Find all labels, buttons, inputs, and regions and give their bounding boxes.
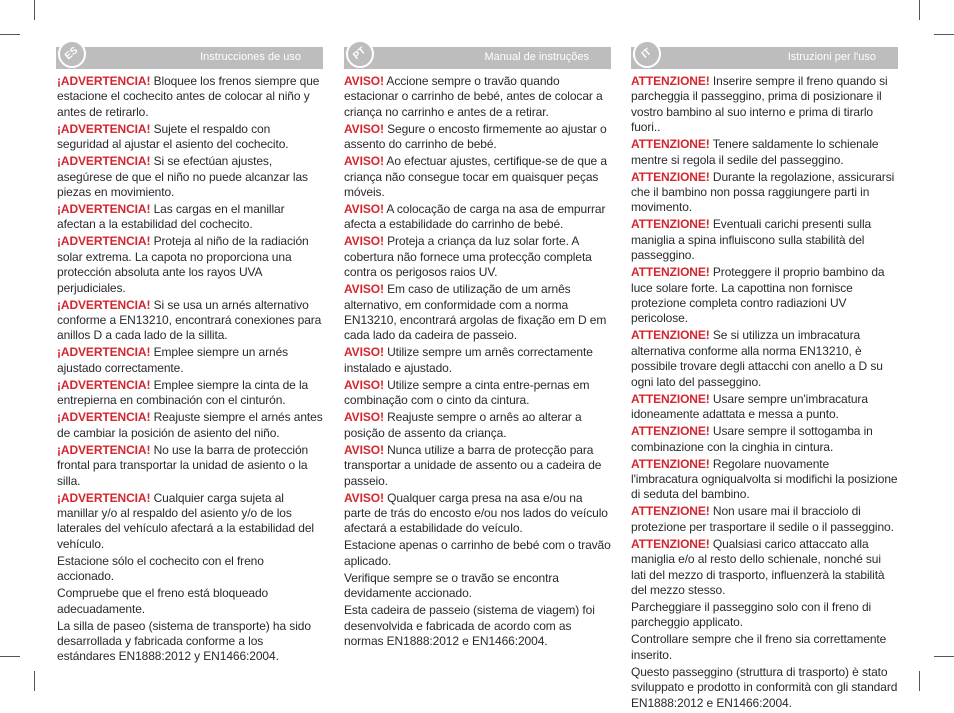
- instruction-text: Eventuali carichi presenti sulla maniglia a spina influiscono sulla stabilità del passeggino.: [631, 217, 872, 263]
- instruction-text: Proteja a criança da luz solar forte. A cobertura não fornece uma protecção completa contra os perigosos raios UV.: [344, 234, 592, 280]
- warning-label: ATTENZIONE!: [631, 391, 710, 406]
- instruction-text: Emplee siempre un arnés ajustado correctamente.: [57, 345, 289, 375]
- instruction-paragraph: [57, 154, 323, 200]
- column-header-es: [56, 47, 323, 69]
- instruction-paragraph: [57, 345, 323, 376]
- column-body-pt: [344, 74, 612, 651]
- instruction-paragraph: [57, 74, 323, 120]
- warning-label: ATTENZIONE!: [631, 217, 710, 232]
- instruction-paragraph: [344, 410, 612, 441]
- instruction-text: Regolare nuovamente l'imbracatura ogniqualvolta si modifichi la posizione di seduta del bambino.: [631, 456, 898, 502]
- instruction-text: Utilize sempre a cinta entre-pernas em combinação com o cinto da cintura.: [344, 377, 590, 408]
- instruction-text: Em caso de utilização de um arnês alternativo, em conformidade com a norma EN13210, encontrará argolas de fixação em D em cada lado da cadeira de passeio.: [344, 282, 607, 343]
- crop-mark: [934, 34, 954, 35]
- crop-mark: [934, 656, 954, 657]
- warning-label: AVISO!: [344, 410, 384, 425]
- warning-label: AVISO!: [344, 345, 384, 360]
- instruction-text: No use la barra de protección frontal para transportar la unidad de asiento o la silla.: [57, 442, 309, 488]
- column-body-es: [57, 74, 323, 666]
- instruction-paragraph: [57, 443, 323, 489]
- warning-label: AVISO!: [344, 282, 384, 297]
- instruction-text: Questo passeggino (struttura di trasporto) è stato sviluppato e prodotto in conformità con gli standard EN1888:2012 e EN1466:2004.: [631, 664, 898, 710]
- warning-label: ¡ADVERTENCIA!: [57, 410, 151, 425]
- column-header-it: [631, 47, 898, 69]
- warning-label: AVISO!: [344, 234, 384, 249]
- warning-label: ATTENZIONE!: [631, 74, 710, 88]
- warning-label: AVISO!: [344, 202, 384, 217]
- instruction-text: Usare sempre il sottogamba in combinazione con la cinghia in cintura.: [631, 424, 873, 454]
- instruction-paragraph: [57, 586, 323, 617]
- column-title-es: Instrucciones de uso: [200, 51, 301, 63]
- crop-mark: [919, 671, 920, 691]
- instruction-paragraph: [57, 202, 323, 233]
- instruction-text: Reajuste siempre el arnés antes de cambiar la posición de asiento del niño.: [57, 410, 323, 440]
- instruction-text: Sujete el respaldo con seguridad al ajustar el asiento del cochecito.: [57, 121, 289, 152]
- instruction-text: A colocação de carga na asa de empurrar afecta a estabilidade do carrinho de bebé.: [344, 202, 606, 232]
- instruction-paragraph: [631, 600, 899, 631]
- instruction-paragraph: [57, 234, 323, 296]
- warning-label: AVISO!: [344, 74, 384, 88]
- instruction-paragraph: [631, 217, 899, 263]
- instruction-text: Controllare sempre che il freno sia correttamente inserito.: [631, 632, 887, 662]
- warning-label: ATTENZIONE!: [631, 536, 710, 551]
- warning-label: ¡ADVERTENCIA!: [57, 202, 151, 217]
- instruction-paragraph: [344, 378, 612, 409]
- warning-label: AVISO!: [344, 490, 384, 505]
- instruction-paragraph: [344, 282, 612, 344]
- crop-mark: [0, 656, 20, 657]
- instruction-paragraph: [344, 345, 612, 376]
- warning-label: ¡ADVERTENCIA!: [57, 234, 151, 249]
- instruction-paragraph: [631, 137, 899, 168]
- instruction-text: Esta cadeira de passeio (sistema de viagem) foi desenvolvida e fabricada de acordo com as normas EN1888:2012 e EN1466:2004.: [344, 603, 595, 648]
- instruction-paragraph: [344, 122, 612, 153]
- warning-label: ¡ADVERTENCIA!: [57, 297, 151, 312]
- instruction-text: Usare sempre un'imbracatura idoneamente adattata e messa a punto.: [631, 391, 868, 422]
- instruction-text: Tenere saldamente lo schienale mentre si regola il sedile del passeggino.: [631, 137, 879, 167]
- instruction-paragraph: [344, 202, 612, 233]
- warning-label: ¡ADVERTENCIA!: [57, 74, 151, 88]
- instruction-text: Nunca utilize a barra de protecção para transportar a unidade de assento ou a cadeira de passeio.: [344, 442, 602, 488]
- instruction-text: Emplee siempre la cinta de la entrepierna en combinación con el cinturón.: [57, 377, 309, 408]
- warning-label: AVISO!: [344, 121, 384, 136]
- warning-label: ATTENZIONE!: [631, 265, 710, 280]
- instruction-paragraph: [631, 632, 899, 663]
- instruction-text: Bloquee los frenos siempre que estacione el cochecito antes de colocar al niño y antes de retirarlo.: [57, 74, 320, 119]
- language-tag-pt: PT: [340, 34, 379, 73]
- instruction-text: Estacione apenas o carrinho de bebé com o travão aplicado.: [344, 538, 611, 568]
- instruction-paragraph: [344, 571, 612, 602]
- instruction-text: Las cargas en el manillar afectan a la estabilidad del cochecito.: [57, 202, 285, 232]
- instruction-paragraph: [344, 603, 612, 649]
- instruction-paragraph: [631, 170, 899, 216]
- instruction-paragraph: [57, 491, 323, 553]
- warning-label: AVISO!: [344, 154, 384, 169]
- instruction-text: Accione sempre o travão quando estacionar o carrinho de bebé, antes de colocar a criança no carrinho e antes de a retirar.: [344, 74, 603, 119]
- instruction-text: Estacione sólo el cochecito con el freno accionado.: [57, 553, 264, 584]
- instruction-text: Verifique sempre se o travão se encontra devidamente accionado.: [344, 570, 559, 601]
- instruction-paragraph: [631, 665, 899, 711]
- instruction-paragraph: [57, 554, 323, 585]
- instruction-paragraph: [344, 538, 612, 569]
- instruction-text: Utilize sempre um arnês correctamente instalado e ajustado.: [344, 345, 593, 375]
- instruction-text: Parcheggiare il passeggino solo con il freno di parcheggio applicato.: [631, 599, 872, 630]
- warning-label: ¡ADVERTENCIA!: [57, 345, 151, 360]
- instruction-text: Cualquier carga sujeta al manillar y/o al respaldo del asiento y/o de los laterales del vehículo afectará a la estabilidad del vehículo.: [57, 490, 314, 551]
- instruction-text: Non usare mai il bracciolo di protezione per trasportare il sedile o il passeggino.: [631, 504, 894, 534]
- instruction-text: La silla de paseo (sistema de transporte) ha sido desarrollada y fabricada conforme a los estándares EN1888:2012 y EN1466:2004.: [57, 618, 311, 664]
- instruction-paragraph: [631, 537, 899, 599]
- instruction-paragraph: [631, 74, 899, 136]
- instruction-paragraph: [57, 122, 323, 153]
- warning-label: ATTENZIONE!: [631, 137, 710, 152]
- instruction-text: Ao efectuar ajustes, certifique-se de que a criança não consegue tocar em quaisquer peças móveis.: [344, 154, 607, 200]
- instruction-text: Segure o encosto firmemente ao ajustar o assento do carrinho de bebé.: [344, 121, 607, 152]
- instruction-text: Reajuste sempre o arnês ao alterar a posição de assento da criança.: [344, 410, 582, 440]
- warning-label: ATTENZIONE!: [631, 504, 710, 519]
- instruction-text: Qualsiasi carico attaccato alla maniglia e/o al resto dello schienale, nonché sui lati del mezzo di trasporto, influenzerà la stabilità del mezzo stesso.: [631, 536, 885, 597]
- instruction-paragraph: [57, 298, 323, 344]
- warning-label: ¡ADVERTENCIA!: [57, 490, 151, 505]
- instruction-text: Si se usa un arnés alternativo conforme a EN13210, encontrará conexiones para anillos D a cada lado de la sillita.: [57, 297, 322, 343]
- instruction-paragraph: [344, 443, 612, 489]
- crop-mark: [0, 34, 20, 35]
- instruction-paragraph: [631, 504, 899, 535]
- column-body-it: [631, 74, 899, 713]
- instruction-text: Inserire sempre il freno quando si parcheggia il passeggino, prima di posizionare il vostro bambino al suo interno e prima di tirarlo fuori..: [631, 74, 888, 135]
- warning-label: AVISO!: [344, 377, 384, 392]
- warning-label: ATTENZIONE!: [631, 424, 710, 439]
- column-title-it: Istruzioni per l'uso: [787, 51, 876, 63]
- warning-label: ¡ADVERTENCIA!: [57, 154, 151, 169]
- warning-label: ATTENZIONE!: [631, 456, 710, 471]
- instruction-paragraph: [344, 234, 612, 280]
- instruction-paragraph: [57, 619, 323, 665]
- instruction-paragraph: [631, 328, 899, 390]
- warning-label: ATTENZIONE!: [631, 328, 710, 343]
- crop-mark: [919, 0, 920, 20]
- instruction-paragraph: [631, 392, 899, 423]
- warning-label: ¡ADVERTENCIA!: [57, 442, 151, 457]
- warning-label: ¡ADVERTENCIA!: [57, 121, 151, 136]
- warning-label: ATTENZIONE!: [631, 169, 710, 184]
- instruction-paragraph: [631, 424, 899, 455]
- instruction-text: Durante la regolazione, assicurarsi che il bambino non possa raggiungere parti in movimento.: [631, 169, 895, 215]
- instruction-text: Si se efectúan ajustes, asegúrese de que el niño no puede alcanzar las piezas en movimiento.: [57, 154, 308, 200]
- instruction-text: Se si utilizza un imbracatura alternativa conforme alla norma EN13210, è possibile trovare degli attacchi con anello a D su ogni lato del passeggino.: [631, 328, 883, 389]
- warning-label: ¡ADVERTENCIA!: [57, 377, 151, 392]
- instruction-paragraph: [631, 457, 899, 503]
- crop-mark: [34, 0, 35, 20]
- instruction-paragraph: [57, 410, 323, 441]
- column-header-pt: [344, 47, 611, 69]
- instruction-text: Qualquer carga presa na asa e/ou na parte de trás do encosto e/ou nos lados do veículo afectará a estabilidade do veículo.: [344, 490, 608, 536]
- instruction-paragraph: [344, 491, 612, 537]
- instruction-text: Compruebe que el freno está bloqueado adecuadamente.: [57, 586, 269, 616]
- instruction-text: Proteja al niño de la radiación solar extrema. La capota no proporciona una protección absoluta ante los rayos UVA perjudiciales.: [57, 234, 309, 295]
- column-title-pt: Manual de instruções: [484, 51, 589, 63]
- language-tag-es: ES: [52, 34, 91, 73]
- crop-mark: [34, 671, 35, 691]
- instruction-paragraph: [344, 154, 612, 200]
- instruction-paragraph: [57, 378, 323, 409]
- instruction-text: Proteggere il proprio bambino da luce solare forte. La capottina non fornisce protezione completa contro radiazioni UV pericolose.: [631, 265, 885, 326]
- warning-label: AVISO!: [344, 442, 384, 457]
- instruction-paragraph: [344, 74, 612, 120]
- instruction-paragraph: [631, 265, 899, 327]
- language-tag-it: IT: [627, 34, 666, 73]
